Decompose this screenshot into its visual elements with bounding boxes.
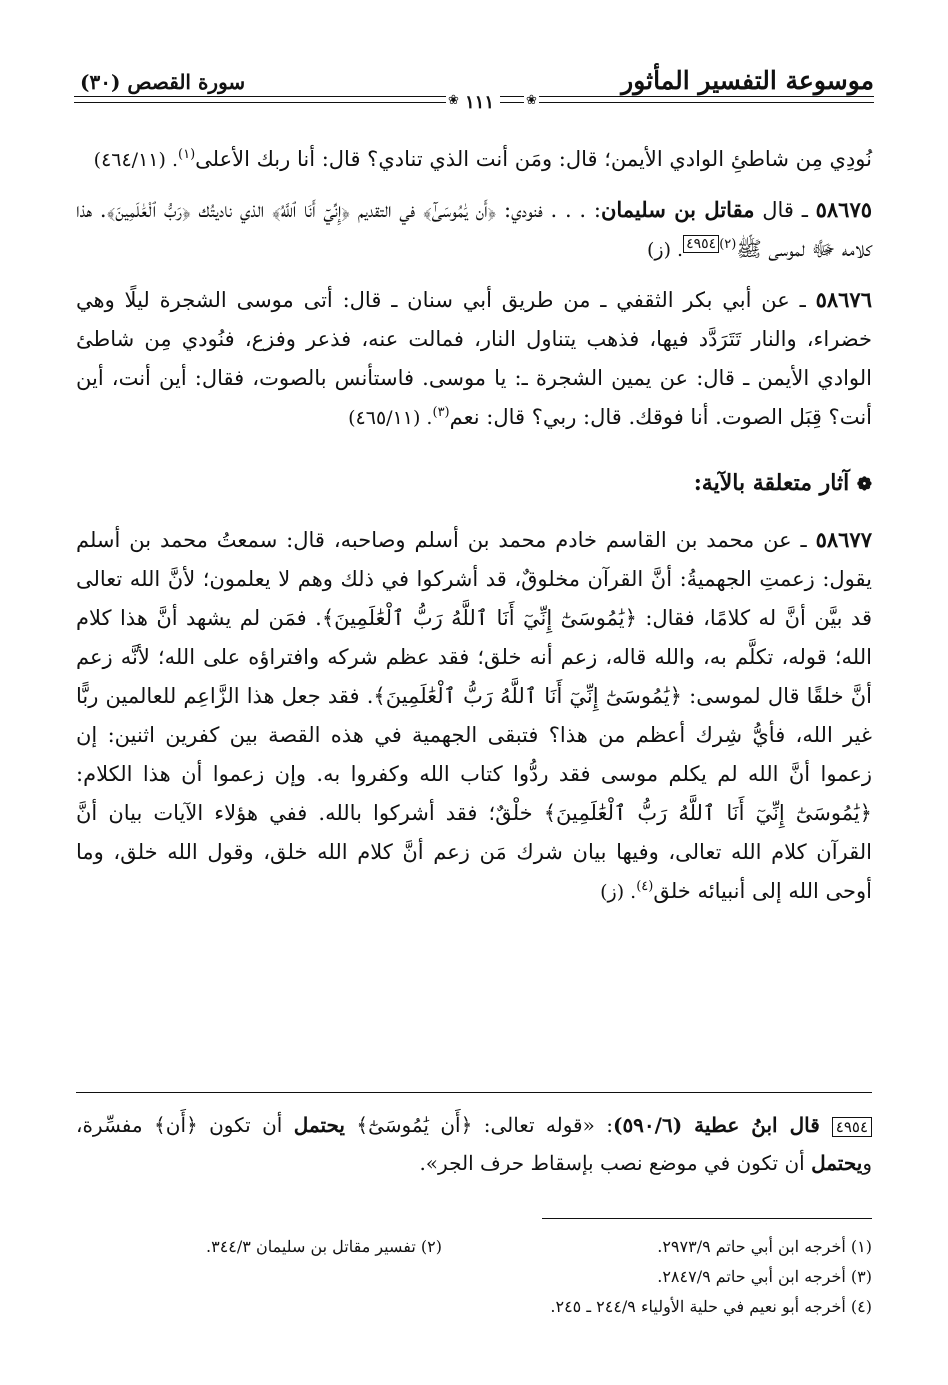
author-name: مقاتل بن سليمان (600, 197, 755, 222)
ornament-icon: ❀ (448, 93, 459, 108)
emphasis-term: يحتمل (811, 1151, 863, 1175)
emphasis-term: يحتمل (293, 1113, 345, 1137)
paragraph-text: ـ عن محمد بن القاسم خادم محمد بن أسلم وصاحبه، قال: سمعتُ محمد بن أسلم يقول: زعمتِ الجهميةُ: أنَّ القرآن مخلوقٌ، قد أشركوا في ذلك وهم لا يعلمون؛ لأنَّ الله تعالى قد بيَّن أنَّ له كلامًا، فقال: (76, 528, 872, 630)
footnote-row (76, 1292, 872, 1322)
quran-quote: ﴿أَن يَٰمُوسَىٰٓ﴾ (356, 1113, 473, 1137)
quran-quote: ﴿أَن يَٰمُوسَىٰٓ﴾ (422, 198, 497, 222)
paragraph-text: ـ عن أبي بكر الثقفي ـ من طريق أبي سنان ـ قال: أتى موسى الشجرة ليلًا وهي خضراء، والنار تَتَرَدَّد فيها، فذهب يتناول النار، فمالت عنه، فذعر وفزع، فنُودي مِن شاطئ الوادي الأيمن ـ قال: عن يمين الشجرة ـ: يا موسى. فاستأنس بالصوت، فقال: أين أنت، أين أنت؟ قِبَل الصوت. أنا فوقك. قال: ربي؟ قال: نعم (76, 288, 872, 429)
paragraph-text: الذي ناديتُك (190, 198, 272, 222)
volume-reference: . (ز) (600, 881, 637, 903)
footnote-marker: (١) (178, 147, 196, 162)
footnote-3: (٣) أخرجه ابن أبي حاتم ٢٨٤٧/٩. (657, 1267, 872, 1286)
section-title: آثار متعلقة بالآية: (693, 470, 850, 496)
section-heading (76, 464, 872, 504)
quran-quote: ﴿إِنِّيٓ أَنَا ٱللَّهُ﴾ (271, 198, 351, 222)
athar-number: ٥٨٦٧٦ (815, 287, 872, 312)
page-header (74, 60, 874, 112)
athar-5867 (76, 190, 872, 270)
quran-quote: ﴿رَبُّ ٱلْعَٰلَمِينَ﴾ (106, 198, 191, 222)
paragraph-text: . فقد جعل هذا الزَّاعِم للعالمين ربًّا غير الله، فأيُّ شِرك أعظم من هذا؟ فتبقى الجهمية في هذه القصة بين كفرين اثنين: إن زعموا أنَّ الله لم يكلم موسى فقد ردُّوا كتاب الله وكفروا به. وإن زعموا أن هذا الكلام: (76, 684, 872, 786)
athar-number: ٥٨٦٧٥ (815, 197, 873, 222)
footnote-row (76, 1262, 872, 1292)
paragraph-continued (76, 140, 872, 180)
commentary-citation: (٥٩٠/٦) (612, 1113, 683, 1137)
volume-reference: . (٤٦٥/١١) (348, 407, 433, 429)
comment-ref-box: ٤٩٥٤ (832, 1117, 872, 1137)
athar-number: ٥٨٦٧٧ (815, 527, 872, 552)
quran-quote: ﴿يَٰمُوسَىٰٓ إِنِّيٓ أَنَا ٱللَّهُ رَبُّ ٱلْعَٰلَمِينَ﴾ (321, 606, 637, 630)
book-title: موسوعة التفسير المأثور (621, 66, 874, 95)
quran-quote: ﴿أَن﴾ (154, 1113, 198, 1137)
commentary-text: أن تكون (197, 1113, 294, 1137)
paragraph-text: في التقديم (350, 198, 423, 222)
footnote-divider (542, 1218, 872, 1219)
quran-quote: ﴿يَٰمُوسَىٰٓ إِنِّيٓ أَنَا ٱللَّهُ رَبُّ ٱلْعَٰلَمِينَ﴾ (543, 801, 872, 825)
quran-quote: ﴿يَٰمُوسَىٰٓ إِنِّيٓ أَنَا ٱللَّهُ رَبُّ ٱلْعَٰلَمِينَ﴾ (373, 684, 682, 708)
commentary-text: أن تكون في موضع نصب بإسقاط حرف الجر». (419, 1151, 812, 1175)
page-number: ١١١ (459, 92, 500, 113)
paragraph-text: : . . . فنودي: (496, 198, 601, 222)
paragraph-text: . هذا كلامه ﷻ لموسى ﷺ (76, 198, 872, 261)
footnote-4: (٤) أخرجه أبو نعيم في حلية الأولياء ٢٤٤/٩ ـ ٢٤٥. (550, 1297, 872, 1316)
footnotes (76, 1232, 872, 1322)
comment-ref-box: ٤٩٥٤ (683, 235, 719, 253)
athar-5869 (76, 520, 872, 912)
paragraph-text: . فمَن لم يشهد أنَّ هذا كلام الله؛ قوله، تكلَّم به، والله قاله، زعم أنه خلق؛ فقد عظم شركه وافتراؤه على الله؛ لأنَّه زعم أنَّ خلقًا قال لموسى: (76, 606, 872, 708)
footnote-marker: (٤) (636, 879, 654, 894)
volume-reference: . (ز) (647, 239, 684, 261)
ornament-icon: ❁ (856, 474, 872, 495)
paragraph-text: خلْقٌ؛ فقد أشركوا بالله. ففي هؤلاء الآيات بيان أنَّ القرآن كلام الله تعالى، وفيها بيان شرك مَن زعم أنَّ كلام الله خلق، وقول الله خلق، وما أوحى الله إلى أنبيائه خلق (76, 801, 872, 903)
commentary-text: مفسِّرة، و (76, 1113, 872, 1175)
ornament-icon: ❀ (526, 93, 537, 108)
main-text (76, 140, 872, 922)
footnote-marker: (٣) (432, 405, 450, 420)
footnote-marker: (٢) (719, 237, 737, 252)
footnote-1: (١) أخرجه ابن أبي حاتم ٢٩٧٣/٩. (657, 1237, 872, 1256)
footnote-2: (٢) تفسير مقاتل بن سليمان ٣٤٤/٣. (206, 1237, 442, 1256)
volume-reference: . (٤٦٤/١١) (93, 149, 178, 171)
footnote-row (76, 1232, 872, 1262)
commentary-block (76, 1106, 872, 1182)
commentary-text: : «قوله تعالى: (472, 1113, 613, 1137)
surah-title: سورة القصص (٣٠) (80, 70, 246, 94)
paragraph-text: ـ قال (754, 198, 816, 222)
comment-divider (76, 1092, 872, 1093)
athar-5868 (76, 280, 872, 438)
commentator-name: قال ابنُ عطية (682, 1113, 832, 1137)
commentary-text (345, 1113, 356, 1137)
paragraph-text: نُودِي مِن شاطئِ الوادي الأيمن؛ قال: ومَن أنت الذي تنادي؟ قال: أنا ربك الأعلى (195, 147, 872, 171)
